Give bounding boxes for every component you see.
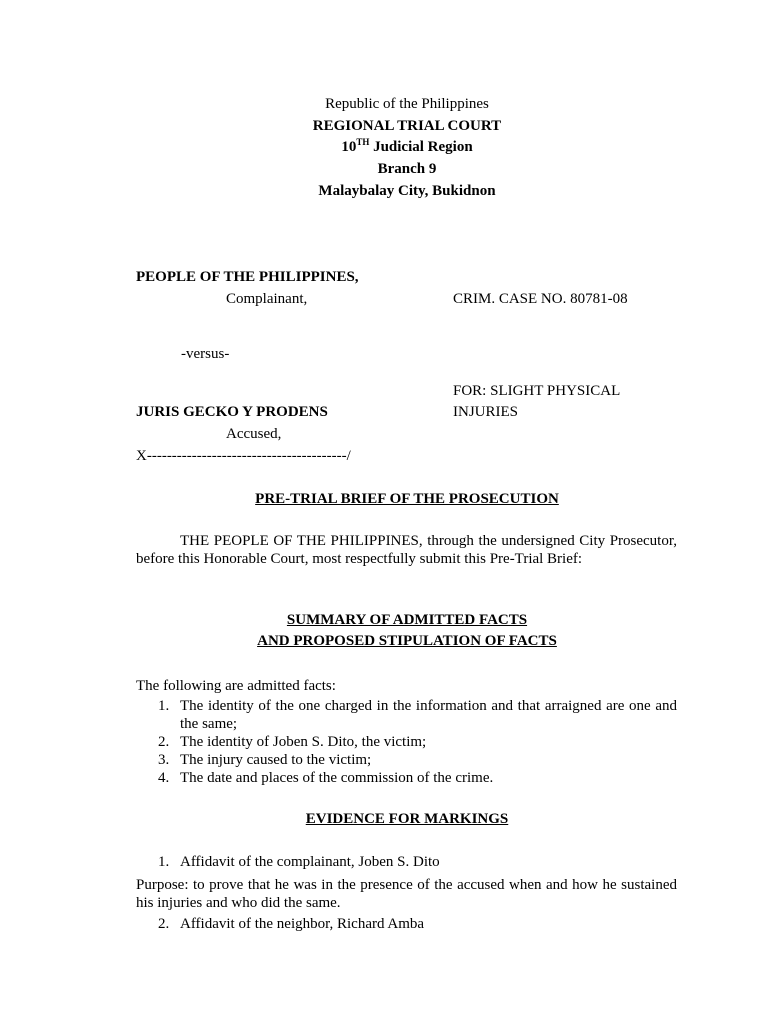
summary-heading-2: AND PROPOSED STIPULATION OF FACTS	[257, 633, 557, 649]
evidence-heading: EVIDENCE FOR MARKINGS	[305, 811, 509, 827]
caption-versus: -versus-	[181, 346, 230, 362]
region-superscript: TH	[356, 137, 370, 147]
admitted-facts-lead: The following are admitted facts:	[136, 678, 336, 694]
list-item	[136, 915, 677, 933]
caption-plaintiff-role: Complainant,	[226, 291, 308, 307]
region-label: Judicial Region	[369, 139, 473, 155]
list-number: 4.	[158, 770, 170, 786]
evidence-list-2	[136, 915, 677, 933]
list-text: The identity of the one charged in the information and that arraigned are one and the same;	[180, 698, 677, 732]
caption-plaintiff: PEOPLE OF THE PHILIPPINES,	[136, 269, 359, 285]
caption-for-line2: INJURIES	[453, 404, 519, 420]
list-text: The date and places of the commission of the crime.	[180, 770, 494, 786]
header-branch: Branch 9	[377, 161, 437, 177]
list-number: 2.	[158, 734, 170, 750]
caption-accused-role: Accused,	[226, 426, 282, 442]
header-city: Malaybalay City, Bukidnon	[318, 183, 496, 199]
list-text: The identity of Joben S. Dito, the victim;	[180, 734, 427, 750]
list-item	[136, 733, 677, 751]
list-text: Affidavit of the neighbor, Richard Amba	[180, 916, 425, 932]
summary-heading-1: SUMMARY OF ADMITTED FACTS	[286, 612, 528, 628]
caption-accused: JURIS GECKO Y PRODENS	[136, 404, 328, 420]
caption-for-line1: FOR: SLIGHT PHYSICAL	[453, 383, 621, 399]
document-title: PRE-TRIAL BRIEF OF THE PROSECUTION	[255, 491, 559, 507]
list-number: 2.	[158, 916, 170, 932]
header-republic: Republic of the Philippines	[325, 96, 489, 112]
list-item	[136, 697, 677, 733]
list-number: 1.	[158, 698, 170, 714]
list-item	[136, 769, 677, 787]
region-number: 10	[341, 139, 357, 155]
caption-case-number: CRIM. CASE NO. 80781-08	[453, 291, 628, 307]
list-number: 1.	[158, 854, 170, 870]
list-number: 3.	[158, 752, 170, 768]
list-text: The injury caused to the victim;	[180, 752, 372, 768]
evidence-purpose: Purpose: to prove that he was in the presence of the accused when and how he sustained his injuries and who did the same.	[136, 877, 677, 911]
list-text: Affidavit of the complainant, Joben S. Dito	[180, 854, 440, 870]
caption-separator: X----------------------------------------/	[136, 448, 351, 464]
header-region	[0, 138, 768, 156]
header-court: REGIONAL TRIAL COURT	[312, 118, 502, 134]
evidence-list-1	[136, 853, 677, 871]
list-item	[136, 751, 677, 769]
intro-paragraph: THE PEOPLE OF THE PHILIPPINES, through the undersigned City Prosecutor, before this Honorable Court, most respectfully submit this Pre-Trial Brief:	[136, 533, 677, 567]
list-item	[136, 853, 677, 871]
admitted-facts-list	[136, 697, 677, 787]
